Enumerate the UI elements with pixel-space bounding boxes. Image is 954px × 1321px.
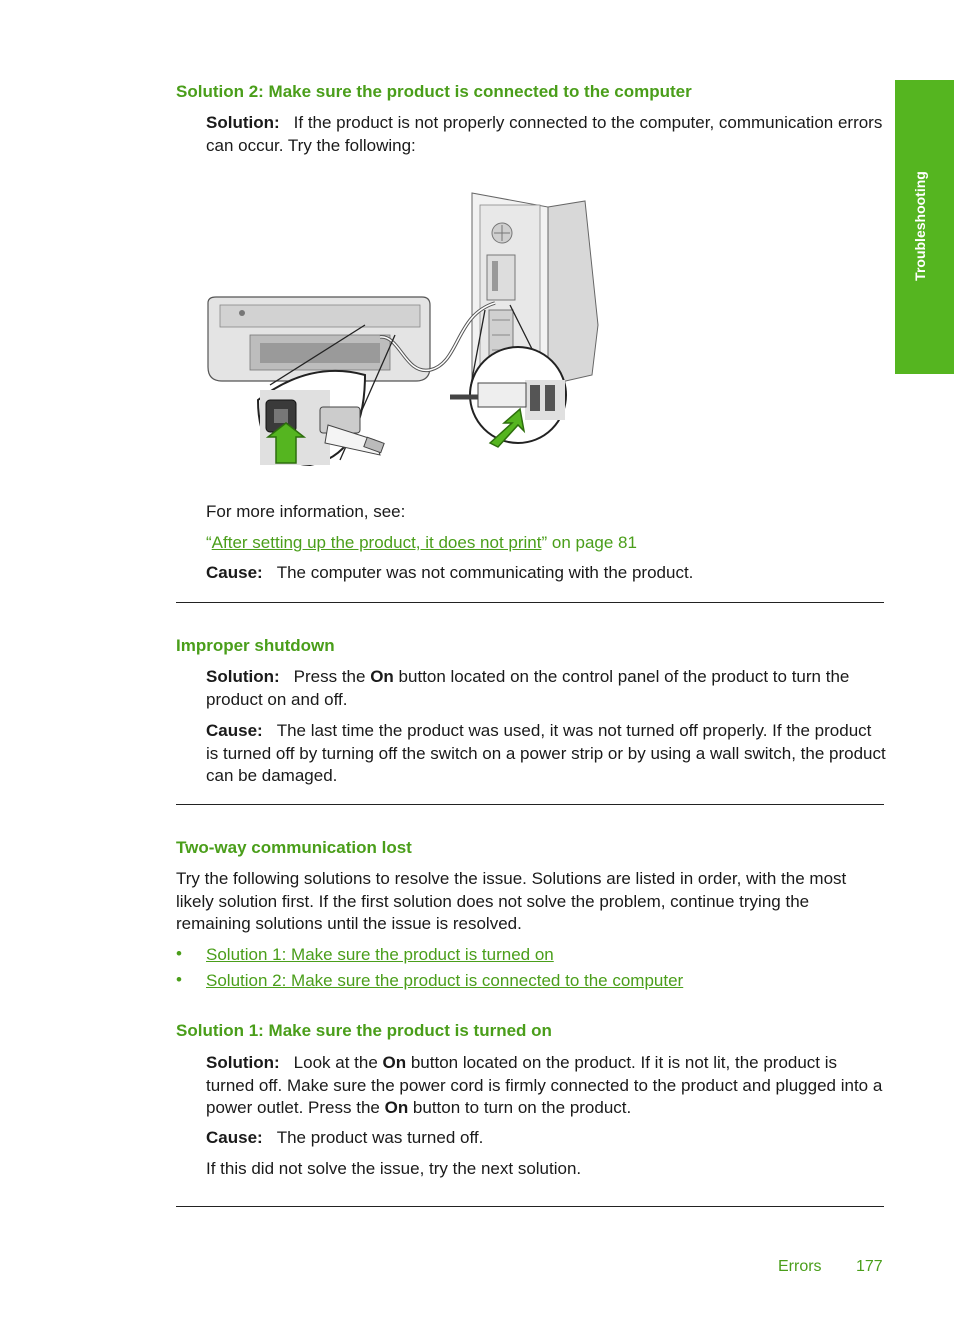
section-heading-improper-shutdown: Improper shutdown <box>176 636 335 655</box>
solution-paragraph-connected <box>206 112 886 157</box>
on-button-text: On <box>382 1053 407 1072</box>
page-number: 177 <box>856 1258 883 1275</box>
solution-text: Press the <box>293 667 371 686</box>
intro-paragraph: Try the following solutions to resolve the issue. Solutions are listed in order, with the most likely solution first. If the first solution does not solve the problem, continue trying the remaining solutions until the issue is resolved. <box>176 869 847 933</box>
after-setup-link[interactable]: After setting up the product, it does not print <box>211 533 542 552</box>
solution-text: button located on the control panel of the product to turn the product on and off. <box>206 667 850 709</box>
on-button-text: On <box>384 1098 409 1117</box>
cause-label: Cause: <box>206 1128 263 1147</box>
solution-text: Look at the <box>293 1053 383 1072</box>
bullet: • <box>176 970 182 989</box>
cause-paragraph-turned-on <box>206 1127 483 1150</box>
printer-rear <box>208 297 430 381</box>
cause-text: The last time the product was used, it was not turned off properly. If the product is turned off by turning off the switch on a power strip or by using a wall switch, the product can be damaged. <box>206 721 886 785</box>
section-heading-connected: Solution 2: Make sure the product is connected to the computer <box>176 82 692 101</box>
more-info-text: For more information, see: <box>206 502 406 521</box>
cross-reference <box>206 532 637 555</box>
cause-paragraph-shutdown <box>206 720 886 788</box>
cause-label: Cause: <box>206 563 263 582</box>
cause-text: The product was turned off. <box>276 1128 484 1147</box>
page-reference: ” on page 81 <box>541 533 637 552</box>
bullet: • <box>176 944 182 963</box>
solution-label: Solution: <box>206 1053 280 1072</box>
section-heading-turned-on: Solution 1: Make sure the product is turned on <box>176 1021 552 1040</box>
footer-section: Errors <box>778 1258 822 1275</box>
divider <box>176 602 884 603</box>
solution-text: If the product is not properly connected to the computer, communication errors can occur. Try the following: <box>206 113 883 155</box>
open-quote: “ <box>206 533 212 552</box>
solution2-link[interactable]: Solution 2: Make sure the product is connected to the computer <box>206 971 684 990</box>
usb-connection-illustration <box>200 185 620 470</box>
next-solution-text: If this did not solve the issue, try the next solution. <box>206 1159 582 1178</box>
solution1-link[interactable]: Solution 1: Make sure the product is turned on <box>206 945 554 964</box>
cause-text: The computer was not communicating with the product. <box>276 563 694 582</box>
solution-paragraph-turned-on <box>206 1052 886 1120</box>
cause-paragraph-connected <box>206 562 693 585</box>
solution-text: button located on the product. If it is not lit, the product is turned off. Make sure the power cord is firmly connected to the product and plugged into a power outlet. Press the <box>206 1053 883 1117</box>
solution-text: button to turn on the product. <box>408 1098 632 1117</box>
solution-paragraph-shutdown <box>206 666 886 711</box>
solution-label: Solution: <box>206 667 280 686</box>
divider <box>176 1206 884 1207</box>
solution-label: Solution: <box>206 113 280 132</box>
divider <box>176 804 884 805</box>
on-button-text: On <box>370 667 394 686</box>
section-heading-two-way: Two-way communication lost <box>176 838 412 857</box>
side-tab-label: Troubleshooting <box>912 171 928 281</box>
cause-label: Cause: <box>206 721 263 740</box>
